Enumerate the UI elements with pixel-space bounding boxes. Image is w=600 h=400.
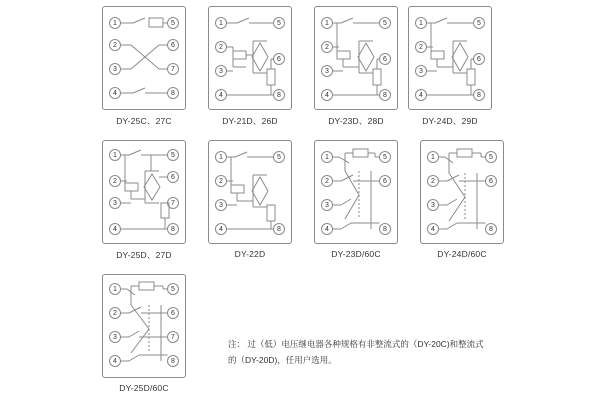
- svg-text:5: 5: [171, 19, 175, 27]
- svg-text:4: 4: [325, 91, 329, 99]
- svg-text:8: 8: [277, 91, 281, 99]
- diagram-panel: [208, 6, 292, 110]
- diagram-caption: DY-25C、27C: [116, 116, 172, 126]
- svg-text:8: 8: [383, 91, 387, 99]
- svg-text:8: 8: [171, 89, 175, 97]
- footnote: [228, 336, 484, 368]
- schematic-bridge-b: [315, 7, 397, 109]
- svg-text:8: 8: [171, 357, 175, 365]
- svg-text:4: 4: [113, 357, 117, 365]
- svg-text:5: 5: [477, 19, 481, 27]
- diagram-panel: [408, 6, 492, 110]
- svg-text:6: 6: [171, 41, 175, 49]
- schematic-bridge-d: [103, 141, 185, 243]
- diagram-caption: DY-24D/60C: [437, 249, 487, 259]
- svg-text:7: 7: [171, 333, 175, 341]
- svg-text:6: 6: [171, 309, 175, 317]
- svg-text:1: 1: [325, 153, 329, 161]
- diagram-panel: [208, 140, 292, 244]
- svg-text:1: 1: [219, 19, 223, 27]
- schematic-coil-b: [421, 141, 503, 243]
- diagram-cell-dy-25d-27d: [102, 140, 186, 261]
- svg-text:2: 2: [113, 41, 117, 49]
- diagram-cell-dy-25d-60c: [102, 274, 186, 393]
- diagram-cell-dy-23d-28d: [314, 6, 398, 127]
- svg-text:7: 7: [171, 199, 175, 207]
- diagram-panel: [314, 6, 398, 110]
- schematic-bridge-c: [409, 7, 491, 109]
- diagram-cell-dy-21d-26d: [208, 6, 292, 127]
- schematic-bridge-a: [209, 7, 291, 109]
- svg-text:3: 3: [219, 201, 223, 209]
- svg-text:5: 5: [171, 285, 175, 293]
- svg-text:3: 3: [113, 333, 117, 341]
- svg-text:2: 2: [113, 309, 117, 317]
- svg-text:2: 2: [219, 177, 223, 185]
- diagram-panel: [314, 140, 398, 244]
- diagram-panel: [102, 6, 186, 110]
- svg-text:6: 6: [489, 177, 493, 185]
- svg-text:6: 6: [383, 55, 387, 63]
- diagram-caption: DY-23D/60C: [331, 249, 381, 259]
- diagram-cell-dy-22d: [208, 140, 292, 259]
- svg-text:4: 4: [325, 225, 329, 233]
- svg-text:5: 5: [383, 153, 387, 161]
- svg-text:2: 2: [325, 177, 329, 185]
- svg-text:2: 2: [219, 43, 223, 51]
- diagram-cell-dy-24d-60c: [420, 140, 504, 259]
- diagram-caption: DY-24D、29D: [422, 116, 478, 126]
- svg-text:3: 3: [113, 199, 117, 207]
- diagram-panel: [102, 140, 186, 244]
- svg-text:6: 6: [477, 55, 481, 63]
- svg-text:3: 3: [325, 67, 329, 75]
- svg-text:4: 4: [431, 225, 435, 233]
- svg-text:5: 5: [489, 153, 493, 161]
- diagram-caption: DY-25D/60C: [119, 383, 169, 393]
- footnote-line-1: 注： 过（低）电压继电器各种规格有非整流式的（DY-20C)和整流式: [228, 339, 484, 349]
- svg-text:8: 8: [277, 225, 281, 233]
- svg-text:4: 4: [219, 225, 223, 233]
- svg-text:1: 1: [419, 19, 423, 27]
- svg-text:3: 3: [325, 201, 329, 209]
- svg-text:7: 7: [171, 65, 175, 73]
- diagram-caption: DY-22D: [234, 249, 266, 259]
- schematic-coil-a: [315, 141, 397, 243]
- svg-text:1: 1: [431, 153, 435, 161]
- svg-text:5: 5: [277, 153, 281, 161]
- diagram-cell-dy-25c-27c: [102, 6, 186, 127]
- svg-text:4: 4: [113, 225, 117, 233]
- svg-text:5: 5: [277, 19, 281, 27]
- diagram-caption: DY-23D、28D: [328, 116, 384, 126]
- svg-text:2: 2: [431, 177, 435, 185]
- svg-text:1: 1: [113, 285, 117, 293]
- svg-text:6: 6: [383, 177, 387, 185]
- diagram-panel: [102, 274, 186, 378]
- svg-text:5: 5: [383, 19, 387, 27]
- svg-text:4: 4: [419, 91, 423, 99]
- svg-text:2: 2: [113, 177, 117, 185]
- diagram-panel: [420, 140, 504, 244]
- svg-text:3: 3: [419, 67, 423, 75]
- svg-text:2: 2: [325, 43, 329, 51]
- svg-text:8: 8: [383, 225, 387, 233]
- svg-text:4: 4: [219, 91, 223, 99]
- schematic-cross: [103, 7, 185, 109]
- svg-text:1: 1: [113, 151, 117, 159]
- diagram-cell-dy-23d-60c: [314, 140, 398, 259]
- svg-text:8: 8: [489, 225, 493, 233]
- footnote-line-2: 的（DY-20D)，任用户选用。: [228, 355, 337, 366]
- svg-text:3: 3: [431, 201, 435, 209]
- svg-text:3: 3: [219, 67, 223, 75]
- svg-text:1: 1: [219, 153, 223, 161]
- svg-text:1: 1: [325, 19, 329, 27]
- svg-text:6: 6: [171, 173, 175, 181]
- svg-text:8: 8: [171, 225, 175, 233]
- svg-text:4: 4: [113, 89, 117, 97]
- svg-text:1: 1: [113, 19, 117, 27]
- svg-text:5: 5: [171, 151, 175, 159]
- diagram-cell-dy-24d-29d: [408, 6, 492, 127]
- svg-text:8: 8: [477, 91, 481, 99]
- diagram-caption: DY-21D、26D: [222, 116, 278, 126]
- svg-text:6: 6: [277, 55, 281, 63]
- diagram-caption: DY-25D、27D: [116, 250, 172, 260]
- svg-text:2: 2: [419, 43, 423, 51]
- svg-text:3: 3: [113, 65, 117, 73]
- schematic-coil-c: [103, 275, 185, 377]
- schematic-bridge-e: [209, 141, 291, 243]
